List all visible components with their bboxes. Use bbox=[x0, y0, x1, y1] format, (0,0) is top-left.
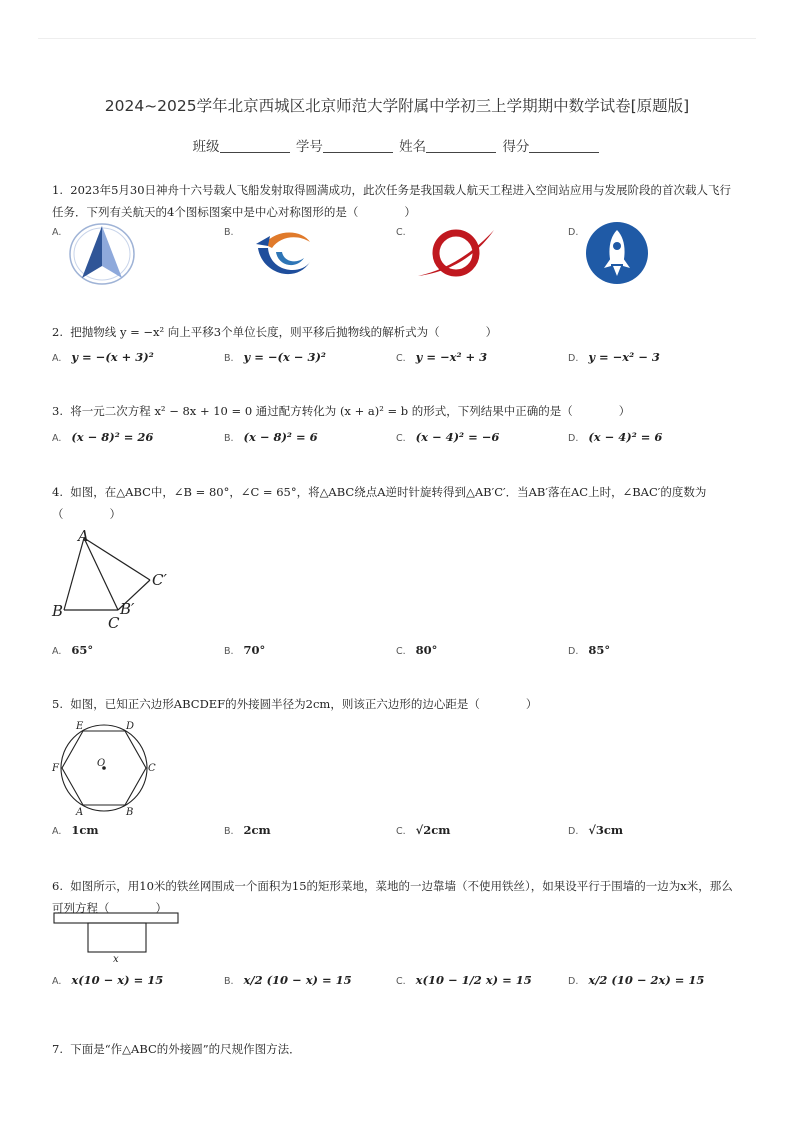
triangle-rotation-figure bbox=[50, 528, 180, 632]
label-B: B bbox=[52, 602, 64, 620]
triangle-emblem-icon bbox=[68, 222, 136, 286]
field-class: 班级 bbox=[193, 135, 292, 155]
top-divider bbox=[38, 38, 756, 39]
rocket-emblem-icon bbox=[584, 220, 650, 286]
page-title: 2024~2025学年北京西城区北京师范大学附属中学初三上学期期中数学试卷[原题版] bbox=[104, 97, 690, 115]
label-A: A bbox=[76, 807, 84, 818]
question-5: 5. 如图，已知正六边形ABCDEF的外接圆半径为2cm，则该正六边形的边心距是（ ） bbox=[52, 697, 538, 711]
label-A: A bbox=[78, 528, 89, 545]
label-C-prime: C′ bbox=[152, 571, 167, 589]
student-info-line bbox=[0, 135, 794, 155]
question-1: 1. 2023年5月30日神舟十六号载人飞船发射取得圆满成功，此次任务是我国载人航天工程进入空间站应用与发展阶段的首次载人飞行任务．下列有关航天的4个图标图案中是中心对称图形的是（ ） bbox=[52, 183, 732, 219]
red-ring-emblem-icon bbox=[416, 226, 496, 280]
label-C: C bbox=[148, 763, 156, 774]
question-4-stem: 如图，在△ABC中，∠B = 80°，∠C = 65°，将△ABC绕点A逆时针旋转得到△AB′C′．当AB′落在AC上时，∠BAC′的度数为（ ） bbox=[52, 485, 707, 521]
field-score: 得分 bbox=[502, 135, 601, 155]
question-1-stem: 2023年5月30日神舟十六号载人飞船发射取得圆满成功，此次任务是我国载人航天工程进入空间站应用与发展阶段的首次载人飞行任务．下列有关航天的4个图标图案中是中心对称图形的是（ ） bbox=[52, 183, 732, 219]
question-3-stem: 将一元二次方程 x² − 8x + 10 = 0 通过配方转化为 (x + a)² = b 的形式，下列结果中正确的是（ ） bbox=[70, 404, 631, 418]
label-B: B bbox=[126, 807, 134, 818]
question-5-stem: 如图，已知正六边形ABCDEF的外接圆半径为2cm，则该正六边形的边心距是（ ） bbox=[70, 697, 538, 711]
label-x: x bbox=[113, 954, 119, 964]
question-2: 2. 把抛物线 y = −x² 向上平移3个单位长度，则平移后抛物线的解析式为（ ） bbox=[52, 325, 498, 339]
question-3: 3. 将一元二次方程 x² − 8x + 10 = 0 通过配方转化为 (x + a)² = b 的形式，下列结果中正确的是（ ） bbox=[52, 404, 631, 418]
field-name: 姓名 bbox=[399, 135, 498, 155]
label-D: D bbox=[126, 721, 135, 732]
swirl-emblem-icon bbox=[250, 222, 316, 286]
question-2-stem: 把抛物线 y = −x² 向上平移3个单位长度，则平移后抛物线的解析式为（ ） bbox=[70, 325, 498, 339]
hexagon-figure bbox=[50, 718, 162, 818]
label-F: F bbox=[52, 763, 59, 774]
question-7-stem: 下面是“作△ABC的外接圆”的尺规作图方法． bbox=[70, 1042, 301, 1056]
label-C: C bbox=[108, 614, 120, 632]
field-student-id: 学号 bbox=[296, 135, 395, 155]
garden-figure bbox=[52, 910, 182, 964]
label-B-prime: B′ bbox=[120, 600, 135, 618]
label-O: O bbox=[97, 758, 106, 769]
question-6-stem: 如图所示，用10米的铁丝网围成一个面积为15的矩形菜地，菜地的一边靠墙（不使用铁丝），如果设平行于围墙的一边为x米，那么可列方程（ ） bbox=[52, 879, 733, 915]
label-E: E bbox=[76, 721, 84, 732]
question-6: 6. 如图所示，用10米的铁丝网围成一个面积为15的矩形菜地，菜地的一边靠墙（不使用铁丝），如果设平行于围墙的一边为x米，那么可列方程（ ） bbox=[52, 879, 733, 915]
question-4: 4. 如图，在△ABC中，∠B = 80°，∠C = 65°，将△ABC绕点A逆时针旋转得到△AB′C′．当AB′落在AC上时，∠BAC′的度数为（ ） bbox=[52, 485, 707, 521]
question-7: 7. 下面是“作△ABC的外接圆”的尺规作图方法． bbox=[52, 1042, 301, 1056]
